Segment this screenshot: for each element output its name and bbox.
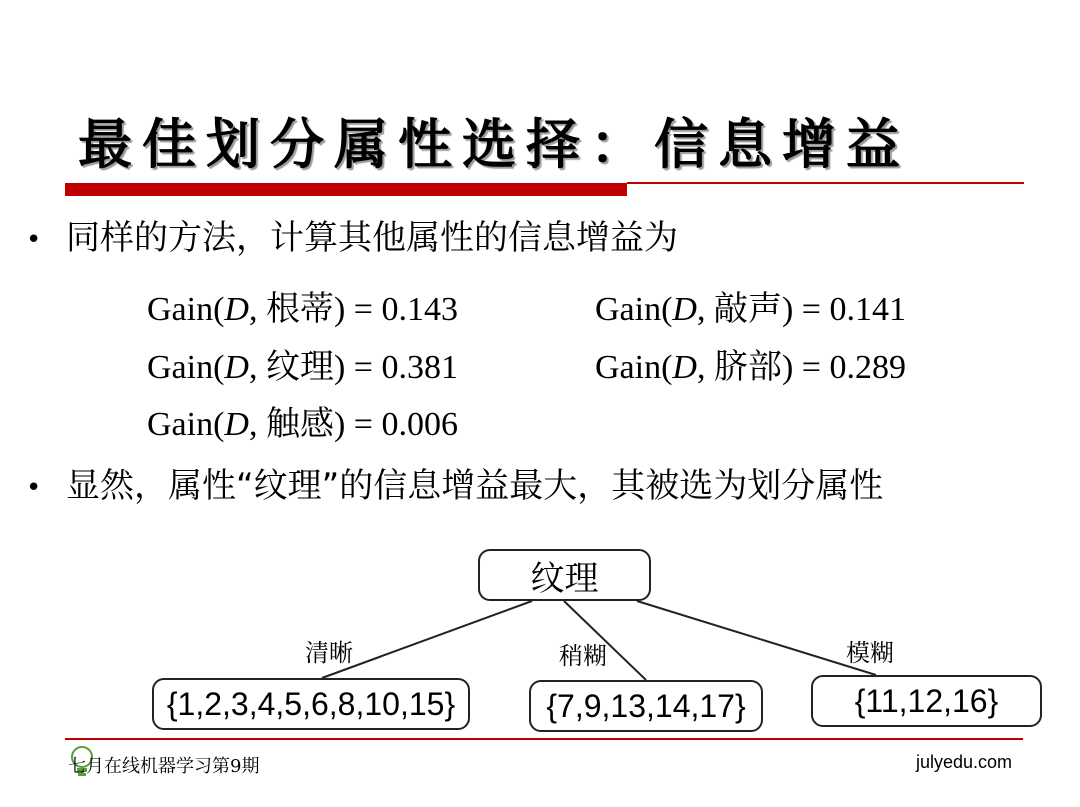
bullet-marker: • <box>26 472 42 503</box>
branch-label-blurry: 模糊 <box>846 639 894 667</box>
equation-gendi: Gain(D, 根蒂) = 0.143 <box>147 291 458 328</box>
edge-blurry <box>637 601 876 675</box>
bullet-marker: • <box>26 224 42 255</box>
edge-clear <box>322 601 532 678</box>
equation-qibu: Gain(D, 脐部) = 0.289 <box>595 349 906 386</box>
branch-label-slightly-blurry: 稍糊 <box>559 642 607 670</box>
footer-rule <box>65 738 1023 740</box>
slide-title: 最佳划分属性选择：信息增益 <box>78 112 910 176</box>
leaf-node-slightly-blurry: {7,9,13,14,17} <box>529 680 763 732</box>
tree-root-node: 纹理 <box>478 549 651 601</box>
equation-chugan: Gain(D, 触感) = 0.006 <box>147 406 458 443</box>
equation-wenli: Gain(D, 纹理) = 0.381 <box>147 349 458 386</box>
leaf-node-blurry: {11,12,16} <box>811 675 1042 727</box>
footer-course-name: 七月在线机器学习第9期 <box>68 756 260 777</box>
leaf-node-clear: {1,2,3,4,5,6,8,10,15} <box>152 678 470 730</box>
bullet-text-1: 同样的方法，计算其他属性的信息增益为 <box>66 218 678 258</box>
branch-label-clear: 清晰 <box>305 639 353 667</box>
equation-qiaosheng: Gain(D, 敲声) = 0.141 <box>595 291 906 328</box>
bullet-text-2: 显然，属性“纹理”的信息增益最大，其被选为划分属性 <box>66 466 884 506</box>
footer-website: julyedu.com <box>915 752 1012 772</box>
